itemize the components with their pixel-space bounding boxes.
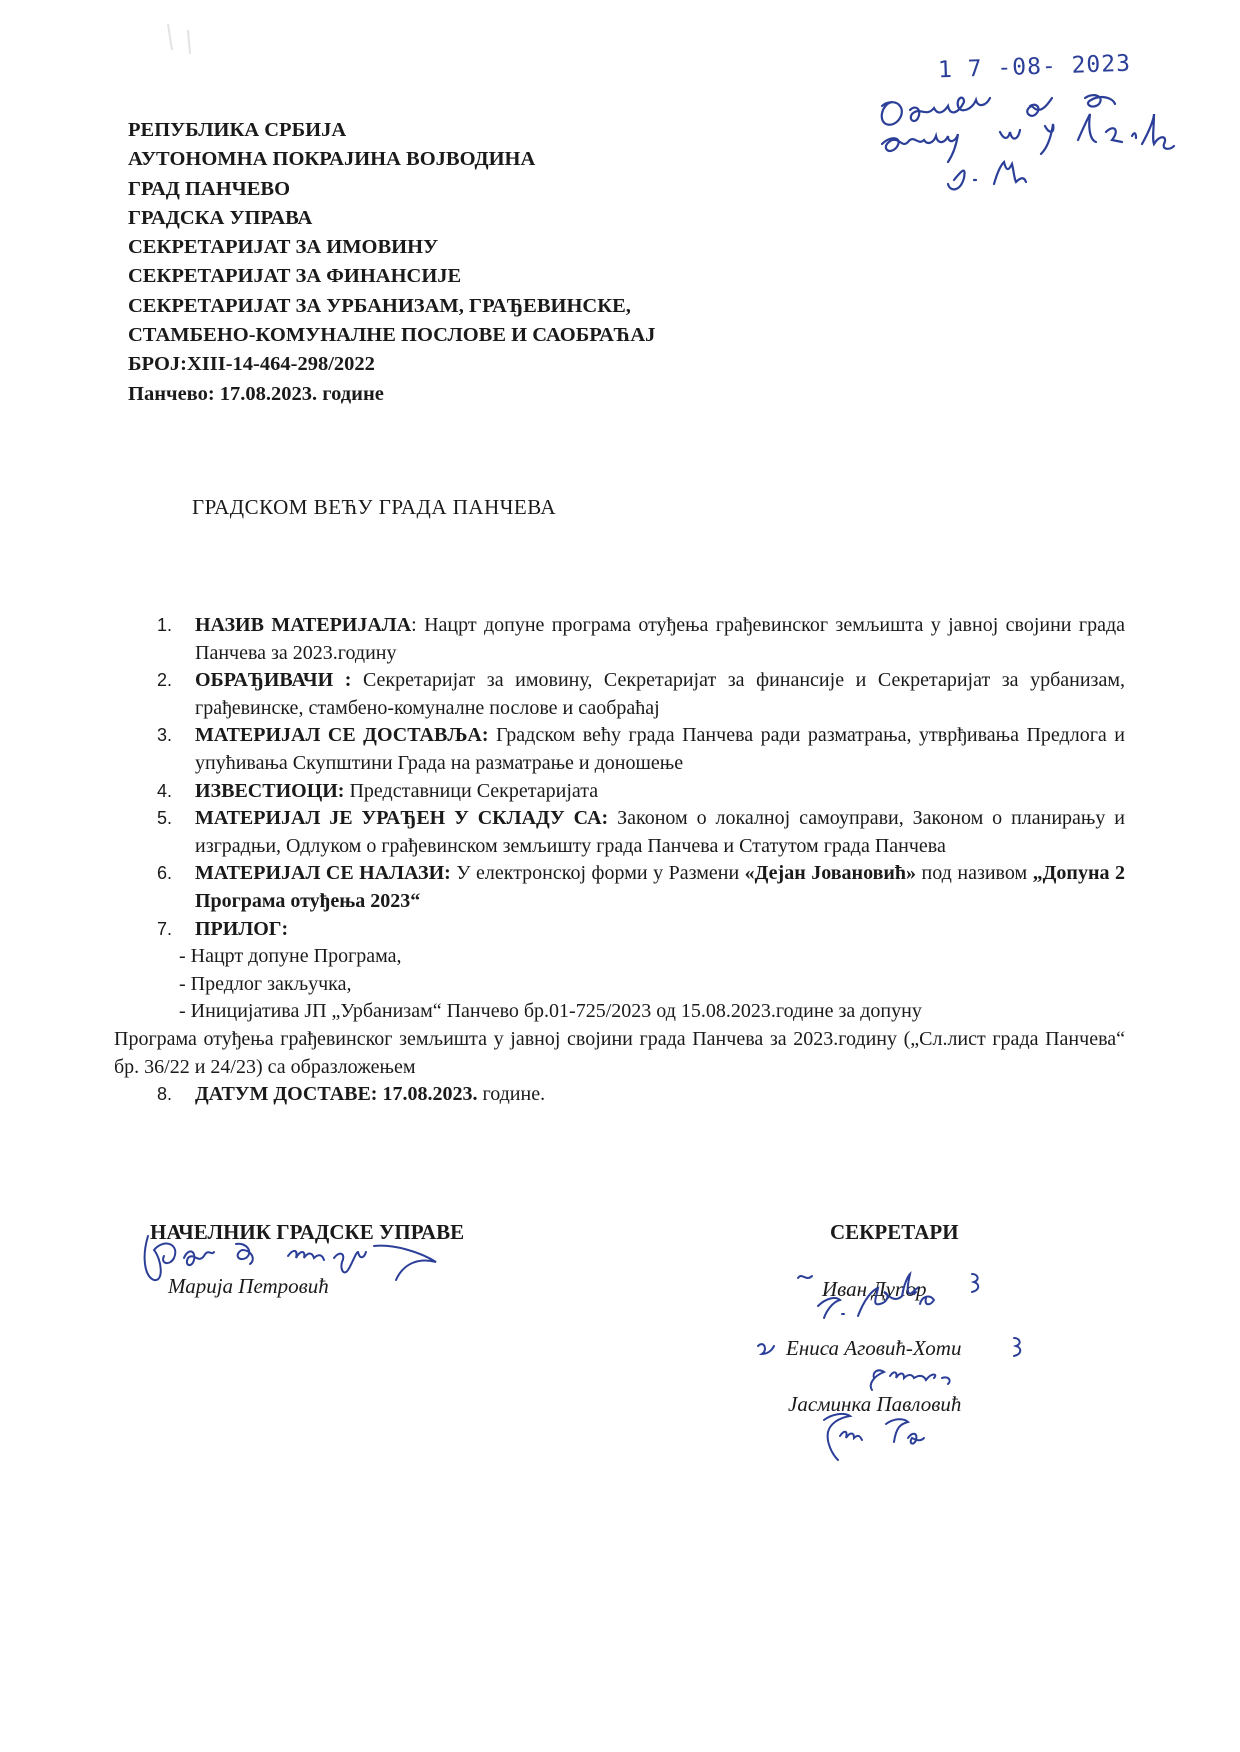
list-item xyxy=(151,612,1125,667)
item-text-continued: под називом xyxy=(916,862,1033,885)
head-of-administration-name: Марија Петровић xyxy=(168,1274,329,1298)
header-line-secretariat-urbanism-2: СТАМБЕНО-КОМУНАЛНЕ ПОСЛОВЕ И САОБРАЋАЈ xyxy=(128,324,656,347)
item-number: 3. xyxy=(157,725,173,746)
attachment-initiative xyxy=(114,998,1125,1081)
item-number: 8. xyxy=(157,1084,173,1105)
attachment-item: - Нацрт допуне Програма, xyxy=(179,945,402,968)
header-line-administration: ГРАДСКА УПРАВА xyxy=(128,206,313,229)
header-line-secretariat-finance: СЕКРЕТАРИЈАТ ЗА ФИНАНСИЈЕ xyxy=(128,265,462,288)
item-list xyxy=(114,612,1126,1109)
secretary-name-dupor: Иван Дупор xyxy=(822,1277,927,1301)
receipt-date-stamp: 1 7 -08- 2023 xyxy=(937,50,1132,84)
item-label: ДАТУМ ДОСТАВЕ: 17.08.2023. xyxy=(195,1083,478,1106)
item-label: ИЗВЕСТИОЦИ: xyxy=(195,779,345,802)
list-item xyxy=(151,860,1125,915)
item-text: Законом о локалној самоуправи, Законом о планирању и изградњи, Одлуком о грађевинском земљишту града Панчева и Статутом града Панчева xyxy=(195,807,1125,857)
list-item xyxy=(151,778,1125,806)
list-item xyxy=(151,916,1125,944)
item-number: 5. xyxy=(157,808,173,829)
list-item xyxy=(151,805,1125,860)
item-number: 7. xyxy=(157,918,173,939)
handwritten-signature-left xyxy=(138,1226,458,1301)
list-item xyxy=(151,722,1125,777)
attachment-item: - Предлог закључка, xyxy=(179,972,352,995)
header-line-secretariat-urbanism-1: СЕКРЕТАРИЈАТ ЗА УРБАНИЗАМ, ГРАЂЕВИНСКЕ, xyxy=(128,294,631,317)
list-item xyxy=(151,667,1125,722)
item-label: МАТЕРИЈАЛ СЕ ДОСТАВЉА: xyxy=(195,724,489,747)
list-item xyxy=(151,1081,1125,1109)
item-label: ОБРАЂИВАЧИ : xyxy=(195,669,352,692)
item-text: У електронској форми у Размени xyxy=(450,862,745,885)
header-line-reference-number: БРОЈ:XIII-14-464-298/2022 xyxy=(128,353,375,376)
handwritten-receipt-note xyxy=(870,84,1190,204)
head-of-administration-title: НАЧЕЛНИК ГРАДСКЕ УПРАВЕ xyxy=(150,1220,465,1244)
exchange-folder-name: «Дејан Јовановић» xyxy=(744,862,917,885)
item-text: Представници Секретаријата xyxy=(344,779,599,802)
item-number: 4. xyxy=(157,780,173,801)
secretaries-title: СЕКРЕТАРИ xyxy=(830,1220,959,1244)
handwritten-signature-pavlovic xyxy=(812,1410,952,1475)
secretary-name-pavlovic: Јасминка Павловић xyxy=(788,1392,962,1416)
handwritten-signature-dupor xyxy=(796,1270,986,1337)
header-line-province: АУТОНОМНА ПОКРАЈИНА ВОЈВОДИНА xyxy=(128,148,536,171)
item-label: ПРИЛОГ: xyxy=(195,917,289,940)
header-line-secretariat-property: СЕКРЕТАРИЈАТ ЗА ИМОВИНУ xyxy=(128,236,439,259)
material-title: „Допуна 2 Програма отуђења 2023“ xyxy=(195,862,1125,912)
item-text: : Нацрт допуне програма отуђења грађевинског земљишта у јавној својини града Панчева за 2023.годину xyxy=(195,614,1125,664)
item-number: 1. xyxy=(157,615,173,635)
item-number: 2. xyxy=(157,670,173,691)
header-line-city: ГРАД ПАНЧЕВО xyxy=(128,177,291,200)
header-line-date: Панчево: 17.08.2023. године xyxy=(128,382,384,405)
letterhead xyxy=(128,116,655,409)
item-text: године. xyxy=(477,1083,546,1106)
item-label: МАТЕРИЈАЛ СЕ НАЛАЗИ: xyxy=(195,862,451,885)
initiative-first-line: - Иницијатива ЈП „Урбанизам“ Панчево бр.01-725/2023 од 15.08.2023.године за допуну xyxy=(179,1000,922,1023)
header-line-country: РЕПУБЛИКА СРБИЈА xyxy=(128,119,347,141)
scan-mark xyxy=(160,20,210,60)
item-text: Градском већу града Панчева ради разматрања, утврђивања Предлога и упућивања Скупштини Града на разматрање и доношење xyxy=(195,724,1126,774)
initiative-rest: Програма отуђења грађевинског земљишта у јавној својини града Панчева за 2023.годину („Сл.лист града Панчева“ бр. 36/22 и 24/23) са образложењем xyxy=(114,1027,1125,1078)
item-label: МАТЕРИЈАЛ ЈЕ УРАЂЕН У СКЛАДУ СА: xyxy=(195,807,609,830)
secretary-name-agovic-hoti: Ениса Аговић-Хоти xyxy=(786,1336,962,1360)
item-text: Секретаријат за имовину, Секретаријат за финансије и Секретаријат за урбанизам, грађевинске, стамбено-комуналне послове и саобраћај xyxy=(195,669,1125,719)
item-number: 6. xyxy=(157,863,173,884)
recipient: ГРАДСКОМ ВЕЋУ ГРАДА ПАНЧЕВА xyxy=(192,495,557,519)
item-label: НАЗИВ МАТЕРИЈАЛА xyxy=(195,614,412,636)
